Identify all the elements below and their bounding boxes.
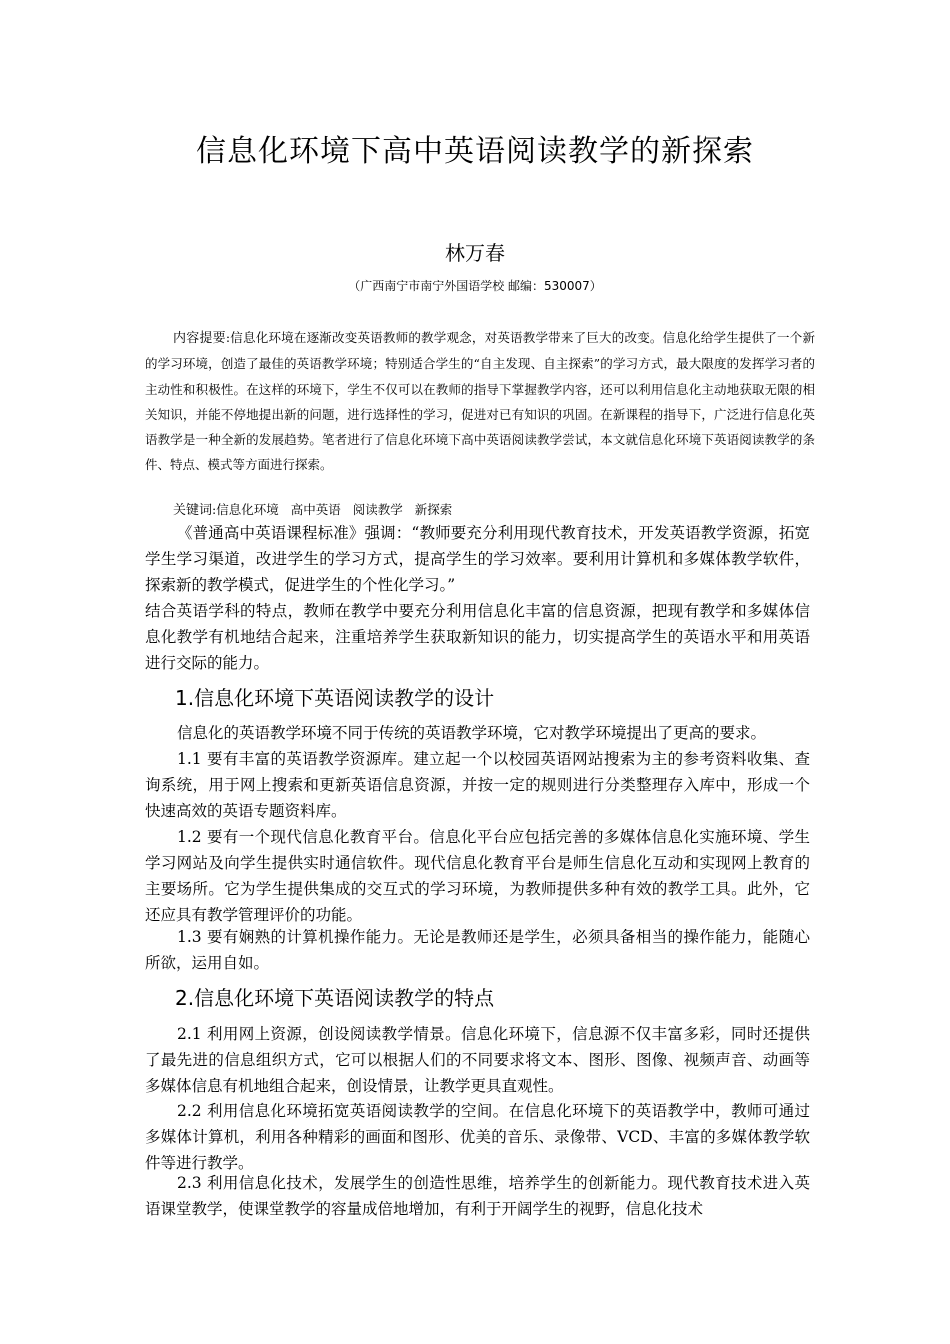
keywords-label: 关键词 (173, 503, 213, 518)
keyword: 新探索 (414, 502, 453, 517)
keyword: 阅读教学 (352, 502, 403, 517)
keywords (173, 500, 823, 521)
abstract-label: 内容提要 (173, 331, 226, 346)
author-name: 林万春 (445, 241, 505, 265)
intro-paragraph-1: 《普通高中英语课程标准》强调：“教师要充分利用现代教育技术，开发英语教学资源，拓宽学生学习渠道，改进学生的学习方式，提高学生的学习效率。要利用计算机和多媒体教学软件，探索新的教学模式，促进学生的个性化学习。” (145, 524, 810, 594)
section-2-3-paragraph: 2.3 利用信息化技术，发展学生的创造性思维，培养学生的创新能力。现代教育技术进入英语课堂教学，使课堂教学的容量成倍地增加，有利于开阔学生的视野，信息化技术 (145, 1174, 810, 1218)
section-1-3-paragraph: 1.3 要有娴熟的计算机操作能力。无论是教师还是学生，必须具备相当的操作能力，能随心所欲，运用自如。 (145, 928, 810, 972)
keyword: :信息化环境 (212, 502, 279, 517)
section-1-heading: 1.信息化环境下英语阅读教学的设计 (175, 686, 495, 710)
section-1-intro: 信息化的英语教学环境不同于传统的英语教学环境，它对教学环境提出了更高的要求。 (177, 724, 767, 742)
paper-title: 信息化环境下高中英语阅读教学的新探索 (196, 134, 754, 169)
section-2-heading: 2.信息化环境下英语阅读教学的特点 (175, 986, 495, 1010)
abstract-text: :信息化环境在逐渐改变英语教师的教学观念，对英语教学带来了巨大的改变。信息化给学生提供了一个新的学习环境，创造了最佳的英语教学环境；特别适合学生的“自主发现、自主探索”的学习方式，最大限度的发挥学习者的主动性和积极性。在这样的环境下，学生不仅可以在教师的指导下掌握教学内容，还可以利用信息化主动地获取无限的相关知识，并能不停地提出新的问题，进行选择性的学习，促进对已有知识的巩固。在新课程的指导下，广泛进行信息化英语教学是一种全新的发展趋势。笔者进行了信息化环境下高中英语阅读教学尝试，本文就信息化环境下英语阅读教学的条件、特点、模式等方面进行探索。 (145, 330, 815, 473)
keyword: 高中英语 (290, 502, 341, 517)
abstract (145, 325, 815, 478)
intro-paragraph-2: 结合英语学科的特点，教师在教学中要充分利用信息化丰富的信息资源，把现有教学和多媒体信息化教学有机地结合起来，注重培养学生获取新知识的能力，切实提高学生的英语水平和用英语进行交际的能力。 (145, 602, 810, 672)
section-2-1-paragraph: 2.1 利用网上资源，创设阅读教学情景。信息化环境下，信息源不仅丰富多彩，同时还提供了最先进的信息组织方式，它可以根据人们的不同要求将文本、图形、图像、视频声音、动画等多媒体信息有机地组合起来，创设情景，让教学更具直观性。 (145, 1025, 810, 1095)
section-1-1-paragraph: 1.1 要有丰富的英语教学资源库。建立起一个以校园英语网站搜索为主的参考资料收集、查询系统，用于网上搜索和更新英语信息资源，并按一定的规则进行分类整理存入库中，形成一个快速高效的英语专题资料库。 (145, 750, 810, 820)
author-affiliation: （广西南宁市南宁外国语学校 邮编：530007） (348, 279, 602, 293)
section-1-2-paragraph: 1.2 要有一个现代信息化教育平台。信息化平台应包括完善的多媒体信息化实施环境、学生学习网站及向学生提供实时通信软件。现代信息化教育平台是师生信息化互动和实现网上教育的主要场所。它为学生提供集成的交互式的学习环境，为教师提供多种有效的教学工具。此外，它还应具有教学管理评价的功能。 (145, 828, 810, 924)
section-2-2-paragraph: 2.2 利用信息化环境拓宽英语阅读教学的空间。在信息化环境下的英语教学中，教师可通过多媒体计算机，利用各种精彩的画面和图形、优美的音乐、录像带、VCD、丰富的多媒体教学软件等进行教学。 (145, 1102, 810, 1172)
